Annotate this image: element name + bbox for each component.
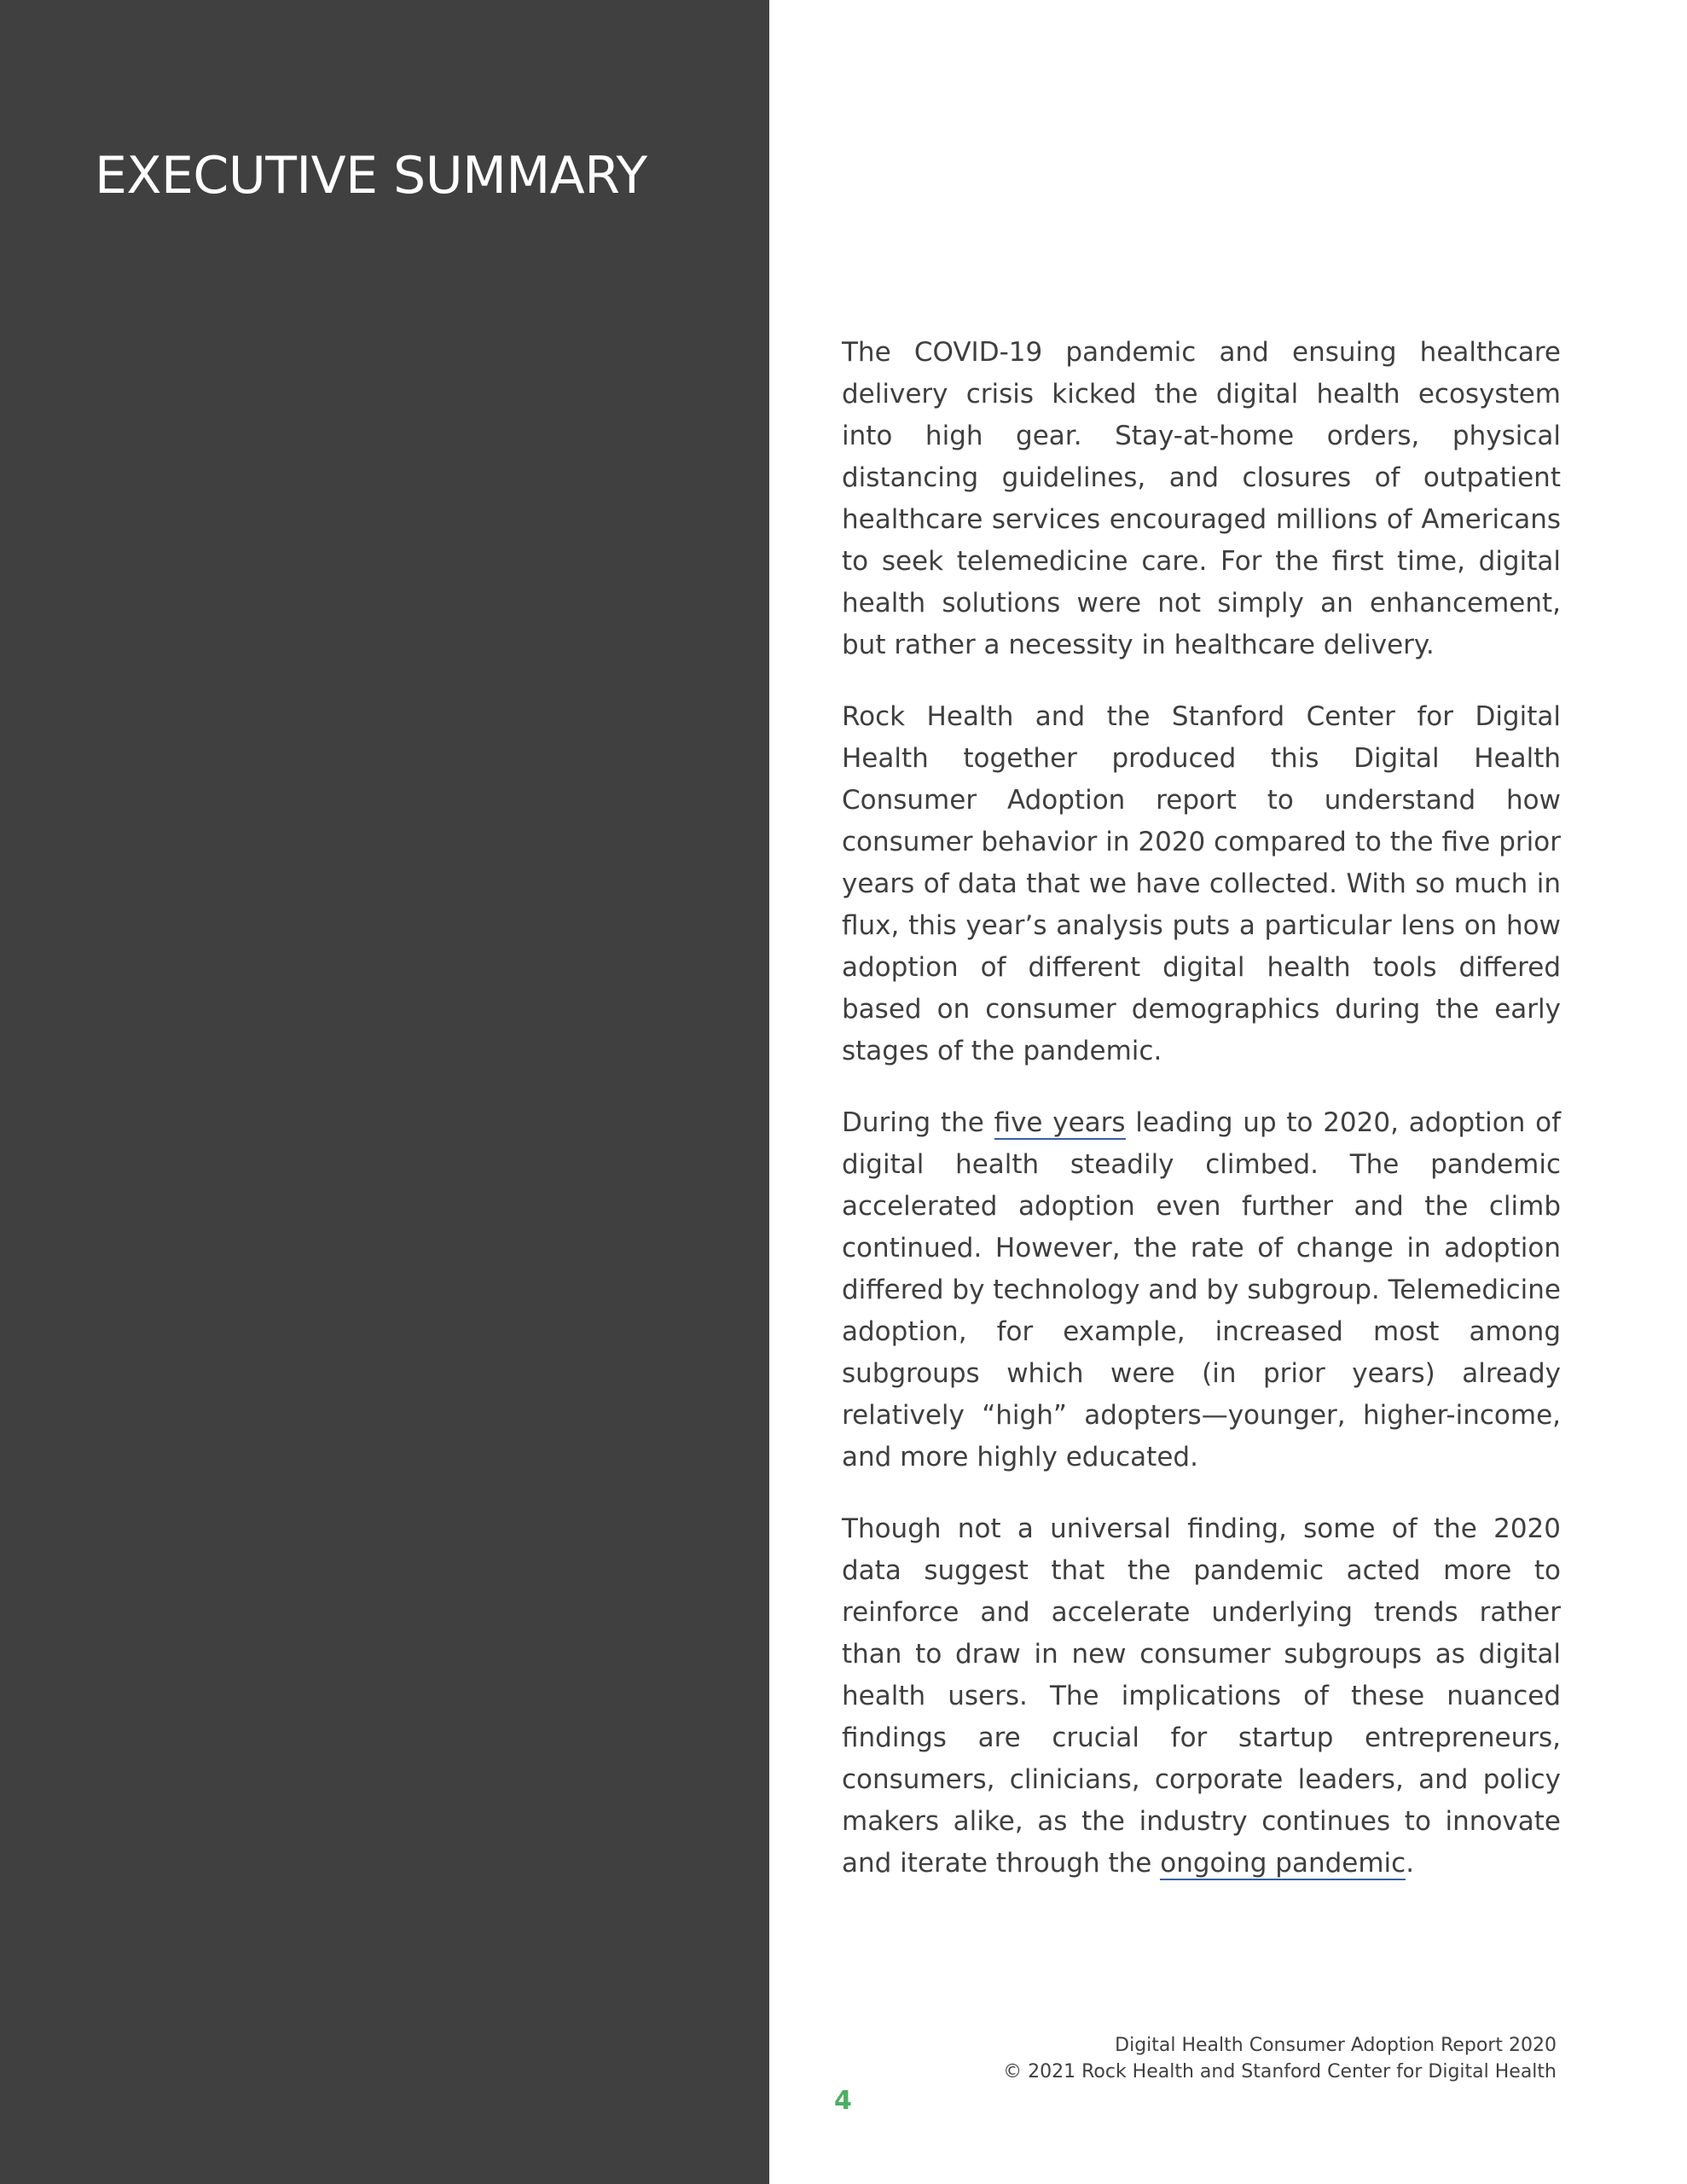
paragraph-3 — [842, 1102, 1561, 1478]
paragraph-4-rest: . — [1406, 1848, 1415, 1879]
footer — [1003, 2032, 1557, 2085]
paragraph-3-lead: During the — [842, 1107, 994, 1138]
page-title: EXECUTIVE SUMMARY — [95, 146, 647, 206]
five-years-link[interactable]: five years — [994, 1107, 1126, 1138]
footer-copyright: © 2021 Rock Health and Stanford Center for Digital Health — [1003, 2061, 1557, 2082]
paragraph-1: The COVID-19 pandemic and ensuing healthcare delivery crisis kicked the digital health ecosystem into high gear. Stay-at-home orders, physical distancing guidelines, and closures of outpatient healthcare services encouraged millions of Americans to seek telemedicine care. For the first time, digital health solutions were not simply an enhancement, but rather a necessity in healthcare delivery. — [842, 337, 1561, 660]
paragraph-4-lead: Though not a universal finding, some of the 2020 data suggest that the pandemic acted more to reinforce and accelerate underlying trends rather than to draw in new consumer subgroups as digital health users. The implications of these nuanced findings are crucial for startup entrepreneurs, consumers, clinicians, corporate leaders, and policy makers alike, as the industry continues to innovate and iterate through the — [842, 1513, 1561, 1879]
ongoing-pandemic-link[interactable]: ongoing pandemic — [1160, 1848, 1406, 1879]
paragraph-4 — [842, 1508, 1561, 1885]
body-text — [842, 332, 1561, 1914]
sidebar-panel — [0, 0, 769, 2184]
paragraph-2: Rock Health and the Stanford Center for Digital Health together produced this Digital Health Consumer Adoption report to understand how consumer behavior in 2020 compared to the five prior years of data that we have collected. With so much in flux, this year’s analysis puts a particular lens on how adoption of different digital health tools differed based on consumer demographics during the early stages of the pandemic. — [842, 701, 1561, 1066]
page-number: 4 — [834, 2086, 852, 2116]
paragraph-3-rest: leading up to 2020, adoption of digital health steadily climbed. The pandemic accelerated adoption even further and the climb continued. However, the rate of change in adoption differed by technology and by subgroup. Telemedicine adoption, for example, increased most among subgroups which were (in prior years) already relatively “high” adopters—younger, higher-income, and more highly educated. — [842, 1107, 1562, 1472]
footer-report-title: Digital Health Consumer Adoption Report 2020 — [1115, 2035, 1557, 2056]
